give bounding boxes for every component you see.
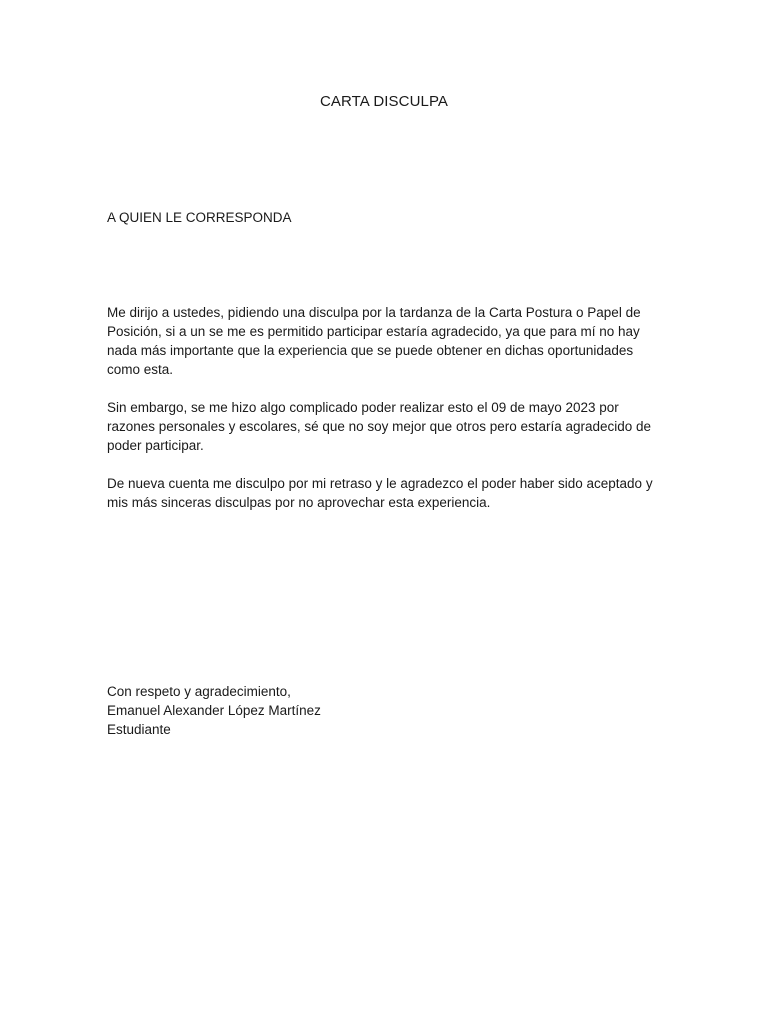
letter-salutation: A QUIEN LE CORRESPONDA (107, 210, 292, 225)
letter-title: CARTA DISCULPA (319, 93, 449, 110)
letter-paragraph-2: Sin embargo, se me hizo algo complicado poder realizar esto el 09 de mayo 2023 por razones personales y escolares, sé que no soy mejor que otros pero estaría agradecido de poder participar. (107, 400, 652, 453)
letter-paragraph-1: Me dirijo a ustedes, pidiendo una disculpa por la tardanza de la Carta Postura o Papel de Posición, si a un se me es permitido participar estaría agradecido, ya que para mí no hay nada más importante que la experiencia que se puede obtener en dichas oportunidades como esta. (107, 305, 641, 377)
letter-signature-block (107, 682, 321, 739)
signer-name: Emanuel Alexander López Martínez (107, 703, 321, 718)
signer-role: Estudiante (107, 722, 171, 737)
letter-paragraph-3: De nueva cuenta me disculpo por mi retraso y le agradezco el poder haber sido aceptado y mis más sinceras disculpas por no aprovechar esta experiencia. (107, 476, 653, 510)
closing-line: Con respeto y agradecimiento, (107, 684, 291, 699)
